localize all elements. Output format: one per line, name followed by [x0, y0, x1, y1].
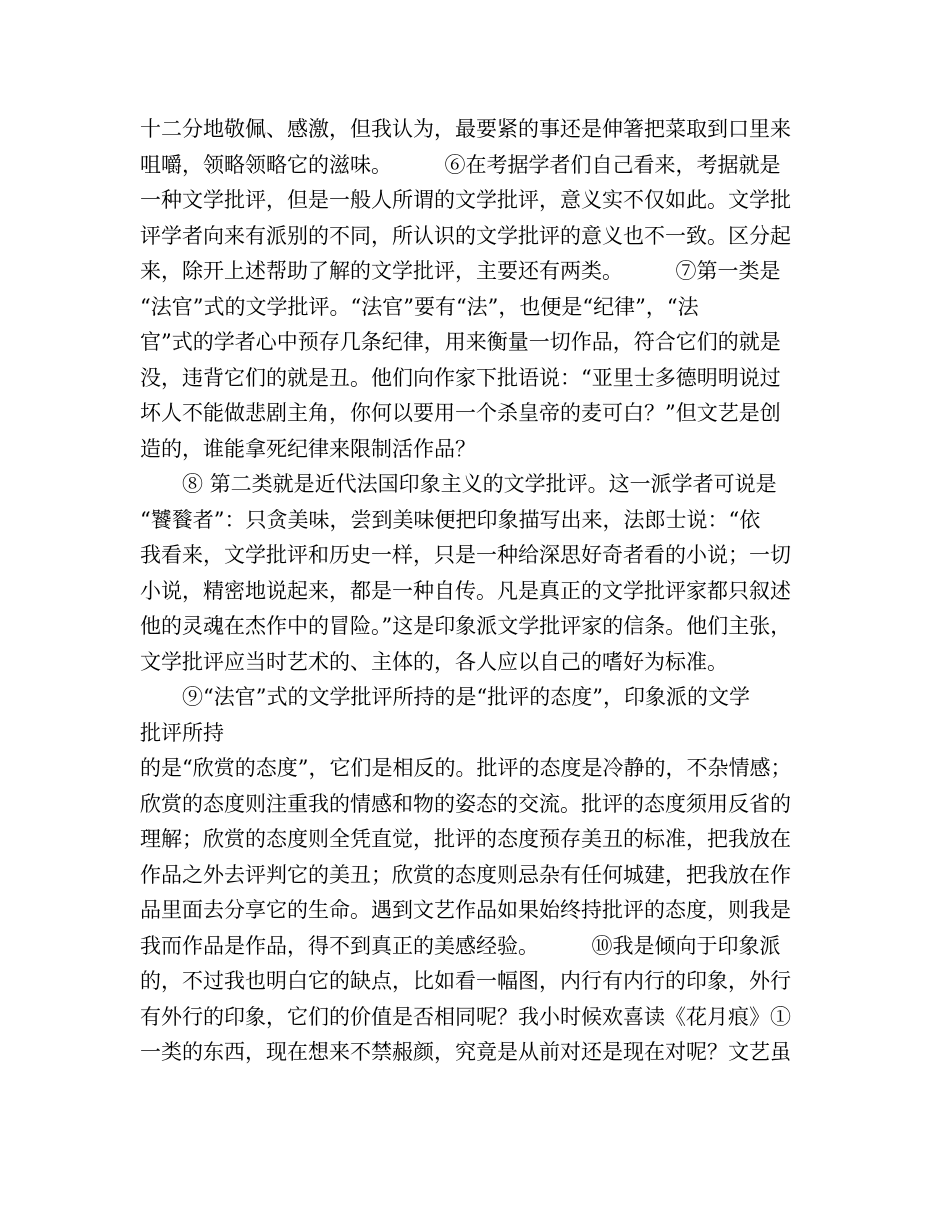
text-line: 来，除开上述帮助了解的文学批评，主要还有两类。 ⑦第一类是	[140, 259, 781, 283]
text-line: 欣赏的态度则注重我的情感和物的姿态的交流。批评的态度须用反省的	[140, 791, 791, 816]
text-line: 品里面去分享它的生命。遇到文艺作品如果始终持批评的态度，则我是	[140, 898, 791, 922]
text-line: 造的，谁能拿死纪律来限制活作品？	[140, 436, 476, 461]
text-line: 的，不过我也明白它的缺点，比如看一幅图，内行有内行的印象，外行	[140, 969, 791, 993]
text-line: 我而作品是作品，得不到真正的美感经验。 ⑩我是倾向于印象派	[140, 933, 781, 958]
text-line: 咀嚼，领略领略它的滋味。 ⑥在考据学者们自己看来，考据就是	[140, 152, 781, 177]
text-line: 十二分地敬佩、感激，但我认为，最要紧的事还是伸箸把菜取到口里来	[140, 117, 791, 141]
paragraph-start-line: ⑧ 第二类就是近代法国印象主义的文学批评。这一派学者可说是	[182, 472, 777, 496]
body-text	[140, 112, 820, 1071]
text-line: 官”式的学者心中预存几条纪律，用来衡量一切作品，符合它们的就是	[140, 330, 781, 354]
text-line: 小说，精密地说起来，都是一种自传。凡是真正的文学批评家都只叙述	[140, 578, 791, 603]
text-line: 的是“欣赏的态度”，它们是相反的。批评的态度是冷静的，不杂情感；	[140, 756, 792, 780]
text-line: “饕餮者”：只贪美味，尝到美味便把印象描写出来，法郎士说：“依	[140, 507, 761, 532]
text-line: 我看来，文学批评和历史一样，只是一种给深思好奇者看的小说；一切	[140, 543, 791, 567]
text-line: 他的灵魂在杰作中的冒险。”这是印象派文学批评家的信条。他们主张，	[140, 614, 792, 638]
text-line: “法官”式的文学批评。“法官”要有“法”，也便是“纪律”，“法	[140, 294, 699, 319]
text-line: 文学批评应当时艺术的、主体的，各人应以自己的嗜好为标准。	[140, 649, 728, 674]
paragraph-start-line: ⑨“法官”式的文学批评所持的是“批评的态度”，印象派的文学	[182, 685, 750, 709]
text-line: 坏人不能做悲剧主角，你何以要用一个杀皇帝的麦可白？”但文艺是创	[140, 401, 781, 425]
text-line: 没，违背它们的就是丑。他们向作家下批语说：“亚里士多德明明说过	[140, 365, 781, 390]
text-line: 作品之外去评判它的美丑；欣赏的态度则忌杂有任何城建，把我放在作	[140, 862, 791, 887]
text-line: 评学者向来有派别的不同，所认识的文学批评的意义也不一致。区分起	[140, 223, 791, 248]
text-line: 一类的东西，现在想来不禁赧颜，究竟是从前对还是现在对呢？文艺虽	[140, 1040, 791, 1064]
text-line: 批评所持	[140, 720, 224, 745]
text-line: 有外行的印象，它们的价值是否相同呢？我小时候欢喜读《花月痕》①	[140, 1004, 791, 1029]
text-line: 理解；欣赏的态度则全凭直觉，批评的态度预存美丑的标准，把我放在	[140, 827, 791, 851]
text-line: 一种文学批评，但是一般人所谓的文学批评，意义实不仅如此。文学批	[140, 188, 791, 212]
